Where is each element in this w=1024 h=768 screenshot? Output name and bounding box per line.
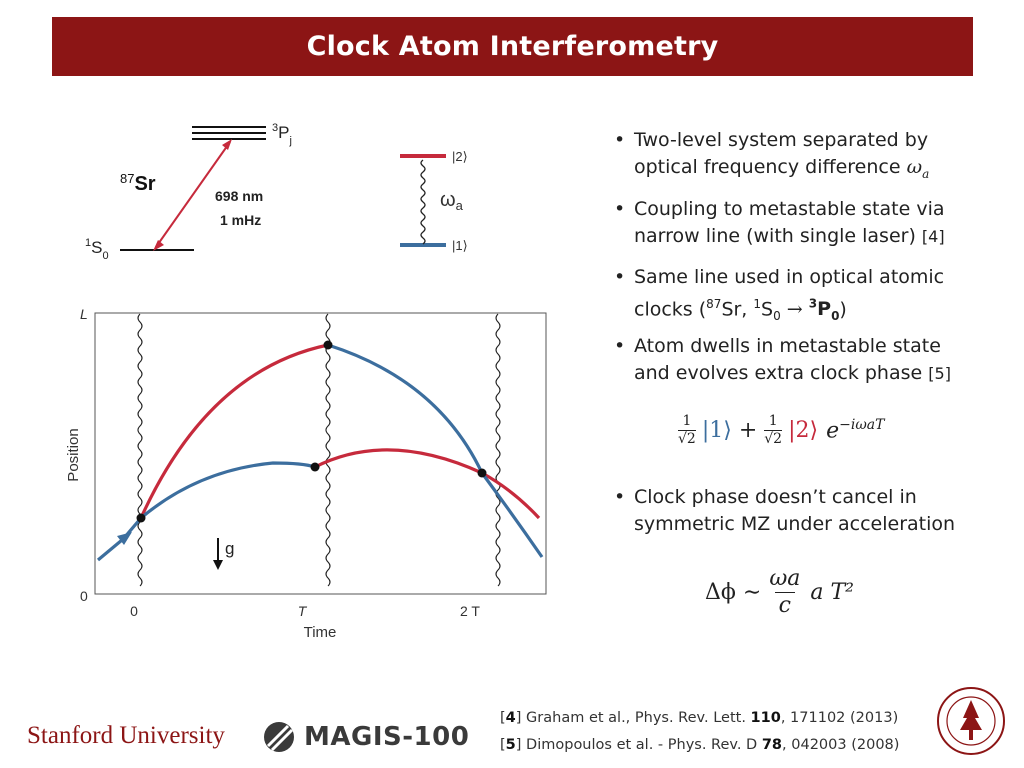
x-tick-0: 0 [130,603,138,619]
title-bar [52,17,973,76]
laser-pulse-T [326,314,330,586]
bullet-3: • Same line used in optical atomic clocks ($^{87}$Sr, $^1S_0 \to ^3P_0$) [612,264,1014,330]
bullet-2: • Coupling to metastable state via narrow line (with single laser) [4] [612,196,1014,250]
y-top-label: L [80,306,88,322]
reference-5: [5] Dimopoulos et al. - Phys. Rev. D 78, 042003 (2008) [500,737,900,753]
magis-logo [262,720,469,754]
bullet-1-line1: Two-level system separated by [634,129,929,151]
omega-label: $\omega_a$ [440,189,463,213]
plot-frame [95,313,546,594]
bullet-5-line1: Clock phase doesn’t cancel in [634,486,917,508]
pulse-point-mid-lower [311,463,320,472]
gravity-arrowhead [213,560,223,570]
state2-label: |2⟩ [452,149,468,164]
phase-equation: Δϕ ∼ ωa c a T² [705,566,854,618]
gravity-label: g [225,539,235,558]
arrowhead-up [222,139,232,150]
bullet-2-line1: Coupling to metastable state via [634,198,945,220]
bullet-1: • Two-level system separated by optical frequency difference $\omega_a$ [612,127,1014,188]
coupling-wave [421,160,425,244]
frac2: $\frac{1}{√2}$ [764,413,783,447]
bullet-4-line2: and evolves extra clock phase [5] [634,362,951,384]
slide-title: Clock Atom Interferometry [306,31,719,62]
bullet-4-ref: [5] [928,364,951,383]
y-zero-label: 0 [80,588,88,604]
magis-logo-text: MAGIS-100 [304,722,470,752]
state1-label: |1⟩ [452,238,468,253]
laser-pulse-2T [496,314,500,586]
superposition-equation: 1 √2 |1⟩ + $\frac{1}{√2}$ |2⟩ $e^{-i\omega aT}$ [678,413,885,447]
energy-level-diagram [80,115,320,275]
magis-logo-icon [262,720,296,754]
linewidth-label: 1 mHz [220,212,262,228]
reference-4: [4] Graham et al., Phys. Rev. Lett. 110, 171102 (2013) [500,710,899,726]
wavelength-label: 698 nm [215,188,264,204]
pulse-point-start [137,514,146,523]
bullet-5: • Clock phase doesn’t cancel in symmetric MZ under acceleration [612,484,1014,538]
references [500,705,899,759]
stanford-wordmark: Stanford University [27,722,225,749]
stanford-seal-icon [936,686,1006,756]
y-axis-label: Position [65,428,82,482]
bullet-5-line2: symmetric MZ under acceleration [634,513,956,535]
upper-level-label: $^3P_j$ [272,122,292,147]
bullet-4-line1: Atom dwells in metastable state [634,335,941,357]
x-tick-T: T [297,603,307,619]
x-tick-2T: 2 T [460,603,480,619]
ket1: |1⟩ [701,418,732,443]
bullet-2-ref: [4] [921,227,945,246]
bullet-2-line2: narrow line (with single laser) [4] [634,225,945,247]
two-level-diagram [390,140,500,260]
lower-level-label: $^1S_0$ [85,237,109,262]
laser-pulse-0 [138,314,142,586]
phase-fraction: ωa c [769,566,801,618]
bullet-3-line2: clocks ($^{87}$Sr, $^1S_0 \to ^3P_0$) [634,297,847,324]
bullet-1-line2: optical frequency difference $\omega_a$ [634,156,930,181]
incoming-path [98,540,122,560]
spacetime-plot [58,300,558,650]
pulse-point-end [478,469,487,478]
frac1: 1 √2 [678,413,696,447]
x-axis-label: Time [303,624,337,641]
ket2: |2⟩ [788,418,819,443]
bullet-4: • Atom dwells in metastable state and evolves extra clock phase [5] [612,333,1014,387]
bullet-3-line1: Same line used in optical atomic [634,266,945,288]
omega-a-math: $\omega_a$ [906,156,930,181]
pulse-point-mid-upper [324,341,333,350]
isotope-label: $^{87}$Sr [120,171,156,195]
red-path-upper [141,345,328,518]
